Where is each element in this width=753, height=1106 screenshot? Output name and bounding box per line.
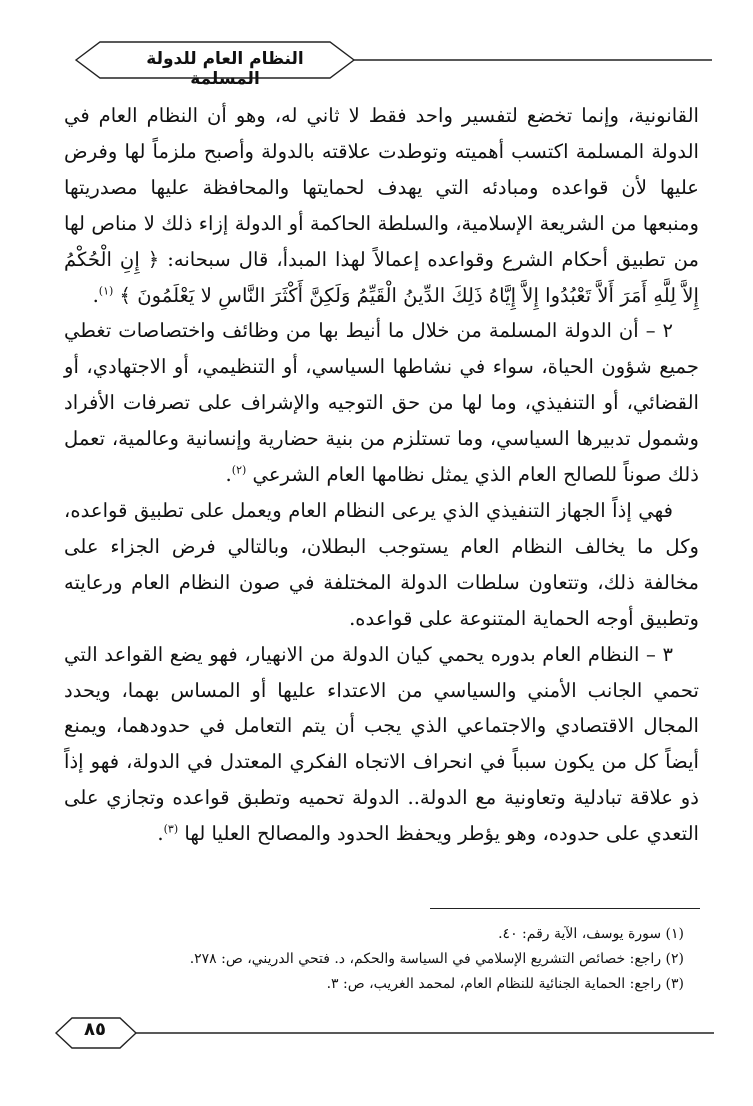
main-text [64,98,699,852]
page-footer [38,1014,718,1052]
paragraph-2: ٢ – أن الدولة المسلمة من خلال ما أنيط بها من وظائف واختصاصات تغطي جميع شؤون الحياة، سواء في نشاطها السياسي، أو التنظيمي، أو الاجتهادي، أو القضائي، أو التنفيذي، وما لها من حق التوجيه والإشراف على تصرفات الأفراد وشمول تدبيرها السياسي، وما تستلزم من بنية حضارية وإنسانية وعالمية، تعمل ذلك صوناً للصالح العام الذي يمثل نظامها العام الشرعي $^{(٢)}$. [64,319,699,487]
footnote-2: (٢) راجع: خصائص التشريع الإسلامي في السياسة والحكم، د. فتحي الدريني، ص: ٢٧٨. [189,951,684,967]
page-number: ٨٥ [84,1019,106,1040]
running-header [40,38,715,89]
footnote-separator [430,908,700,909]
page-number-frame [38,1014,718,1052]
footnotes [64,922,700,997]
footnote-3: (٣) راجع: الحماية الجنائية للنظام العام، لمحمد الغريب، ص: ٣. [326,976,684,992]
footnote-ref-2: (٢) [231,463,247,477]
footnote-ref-1: (١) [98,284,114,297]
paragraph-4: ٣ – النظام العام بدوره يحمي كيان الدولة من الانهيار، فهو يضع القواعد التي تحمي الجانب الأمني والسياسي من الاعتداء عليها أو المساس بهما، ويحدد المجال الاقتصادي والاجتماعي الذي يجب أن يتم التعامل في حدودهما، ويمنع أيضاً كل من يكون سبباً في انحراف الاتجاه الفكري المعتدل في الدولة، فهو إذاً ذو علاقة تبادلية وتعاونية مع الدولة.. الدولة تحميه وتطبق قواعده وتجازي على التعدي على حدوده، وهو يؤطر ويحفظ الحدود والمصالح العليا لها $^{(٣)}$. [64,642,699,846]
paragraph-1: القانونية، وإنما تخضع لتفسير واحد فقط لا ثاني له، وهو أن النظام العام في الدولة المسلمة اكتسب أهميته وتوطدت علاقته بالدولة وأصبح ملزماً لها وفرض عليها لأن قواعده ومبادئه التي يهدف لحمايتها والمحافظة عليها مصدريتها ومنبعها من الشريعة الإسلامية، والسلطة الحاكمة أو الدولة إزاء ذلك لا مناص لها من تطبيق أحكام الشرع وقواعده إعمالاً لهذا المبدأ، قال سبحانه: ﴿ إِنِ الْحُكْمُ إِلاَّ لِلَّهِ أَمَرَ أَلاَّ تَعْبُدُوا إِلاَّ إِيَّاهُ ذَلِكَ الدِّينُ الْقَيِّمُ وَلَكِنَّ أَكْثَرَ النَّاسِ لا يَعْلَمُونَ ﴾ $^{(١)}$. [64,104,699,307]
footnote-1: (١) سورة يوسف، الآية رقم: ٤٠. [498,926,684,942]
footnote-ref-3: (٣) [163,822,179,836]
header-title: النظام العام للدولة المسلمة [146,49,304,89]
paragraph-3: فهي إذاً الجهاز التنفيذي الذي يرعى النظام العام ويعمل على تطبيق قواعده، وكل ما يخالف النظام العام يستوجب البطلان، وبالتالي فرض الجزاء على مخالفة ذلك، وتتعاون سلطات الدولة المختلفة في صون النظام العام ورعايته وتطبيق أوجه الحماية المتنوعة على قواعده. [64,498,699,630]
